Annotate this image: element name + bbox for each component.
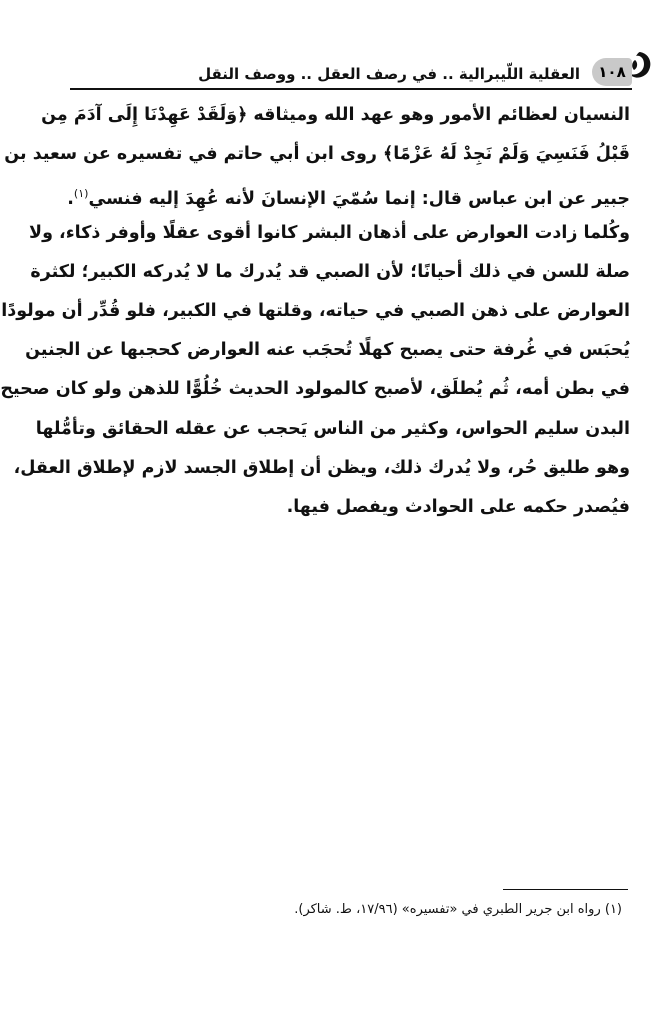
text-line-2: قَبْلُ فَنَسِيَ وَلَمْ نَجِدْ لَهُ عَزْمًا﴾ روى ابن أبي حاتم في تفسيره عن سعيد بن — [4, 144, 630, 165]
footnote-divider — [503, 889, 628, 890]
text-line-11: فيُصدر حكمه على الحوادث ويفصل فيها. — [286, 496, 630, 517]
page-number: ١٠٨ — [592, 58, 632, 86]
footnote-reference: (١) — [73, 187, 89, 201]
text-line-7: يُحبَس في غُرفة حتى يصبح كهلًا تُحجَب عنه العوارض كحجبها عن الجنين — [25, 340, 630, 361]
footnote: (١) رواه ابن جرير الطبري في «تفسيره» (١٧/٩٦، ط. شاكر). — [294, 902, 622, 917]
text-line-9: البدن سليم الحواس، وكثير من الناس يَحجب عن عقله الحقائق وتأمُّلها — [35, 418, 630, 439]
text-line-8: في بطن أمه، ثُم يُطلَق، لأصبح كالمولود الحديث خُلُوًّا للذهن ولو كان صحيح — [0, 379, 630, 400]
header-divider — [70, 88, 632, 90]
running-header — [70, 62, 632, 92]
text-line-5: صلة للسن في ذلك أحيانًا؛ لأن الصبي قد يُدرك ما لا يُدركه الكبير؛ لكثرة — [30, 261, 630, 282]
text-line-4: وكُلما زادت العوارض على أذهان البشر كانوا أقوى عقلًا وأوفر ذكاء، ولا — [29, 222, 630, 243]
running-title: العقلية اللّيبرالية .. في رصف العقل .. ووصف النقل — [198, 65, 580, 83]
text-line-6: العوارض على ذهن الصبي في حياته، وقلتها في الكبير، فلو قُدِّر أن مولودًا — [1, 300, 630, 321]
text-line-3: جبير عن ابن عباس قال: إنما سُمّيَ الإنسانَ لأنه عُهِدَ إليه فنسي$^{(١)}$. — [67, 187, 630, 210]
text-line-1: النسيان لعظائم الأمور وهو عهد الله وميثاقه ﴿وَلَقَدْ عَهِدْنَا إِلَى آدَمَ مِن — [41, 105, 630, 125]
main-text — [0, 96, 630, 527]
text-line-10: وهو طليق حُر، ولا يُدرك ذلك، ويظن أن إطلاق الجسد لازم لإطلاق العقل، — [13, 457, 630, 478]
